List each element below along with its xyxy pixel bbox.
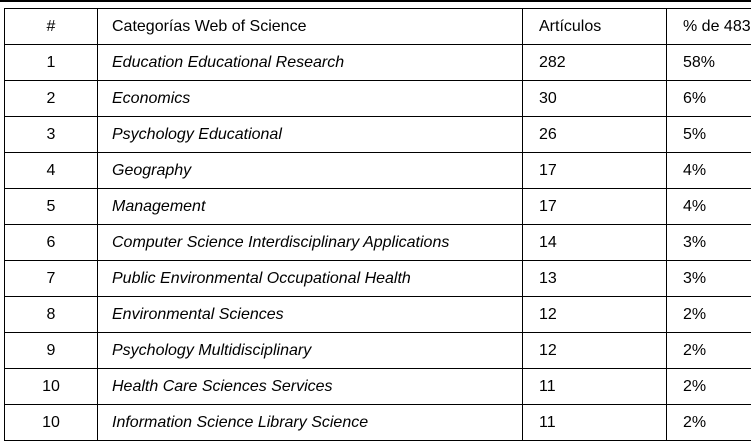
row-category: Economics <box>98 81 523 117</box>
row-category: Psychology Educational <box>98 117 523 153</box>
row-number: 9 <box>5 333 98 369</box>
table-row <box>5 153 751 189</box>
row-articles: 282 <box>523 45 667 81</box>
row-category: Health Care Sciences Services <box>98 369 523 405</box>
row-category: Public Environmental Occupational Health <box>98 261 523 297</box>
row-articles: 11 <box>523 369 667 405</box>
table-row <box>5 81 751 117</box>
table-row <box>5 261 751 297</box>
row-category: Information Science Library Science <box>98 405 523 441</box>
row-percent: 2% <box>667 369 751 405</box>
row-percent: 58% <box>667 45 751 81</box>
row-number: 5 <box>5 189 98 225</box>
row-percent: 6% <box>667 81 751 117</box>
row-articles: 14 <box>523 225 667 261</box>
row-category: Geography <box>98 153 523 189</box>
row-articles: 13 <box>523 261 667 297</box>
row-number: 1 <box>5 45 98 81</box>
row-number: 10 <box>5 405 98 441</box>
table-row <box>5 405 751 441</box>
table-row <box>5 45 751 81</box>
top-rule <box>0 0 751 2</box>
categories-table <box>4 8 751 441</box>
row-articles: 17 <box>523 189 667 225</box>
table-row <box>5 297 751 333</box>
row-percent: 2% <box>667 333 751 369</box>
table-row <box>5 225 751 261</box>
row-articles: 11 <box>523 405 667 441</box>
row-number: 10 <box>5 369 98 405</box>
row-articles: 26 <box>523 117 667 153</box>
row-category: Computer Science Interdisciplinary Applications <box>98 225 523 261</box>
row-number: 8 <box>5 297 98 333</box>
row-percent: 3% <box>667 225 751 261</box>
row-percent: 5% <box>667 117 751 153</box>
row-number: 3 <box>5 117 98 153</box>
row-articles: 17 <box>523 153 667 189</box>
row-percent: 2% <box>667 297 751 333</box>
row-category: Environmental Sciences <box>98 297 523 333</box>
header-number: # <box>5 9 98 45</box>
table-row <box>5 189 751 225</box>
header-percent: % de 483 <box>667 9 751 45</box>
row-category: Management <box>98 189 523 225</box>
row-percent: 4% <box>667 189 751 225</box>
row-number: 4 <box>5 153 98 189</box>
row-articles: 12 <box>523 333 667 369</box>
row-percent: 4% <box>667 153 751 189</box>
row-percent: 2% <box>667 405 751 441</box>
header-articles: Artículos <box>523 9 667 45</box>
row-category: Education Educational Research <box>98 45 523 81</box>
row-articles: 12 <box>523 297 667 333</box>
row-number: 6 <box>5 225 98 261</box>
table-header-row <box>5 9 751 45</box>
row-number: 7 <box>5 261 98 297</box>
row-number: 2 <box>5 81 98 117</box>
row-articles: 30 <box>523 81 667 117</box>
row-category: Psychology Multidisciplinary <box>98 333 523 369</box>
header-category: Categorías Web of Science <box>98 9 523 45</box>
table-row <box>5 369 751 405</box>
row-percent: 3% <box>667 261 751 297</box>
table-row <box>5 117 751 153</box>
table-row <box>5 333 751 369</box>
